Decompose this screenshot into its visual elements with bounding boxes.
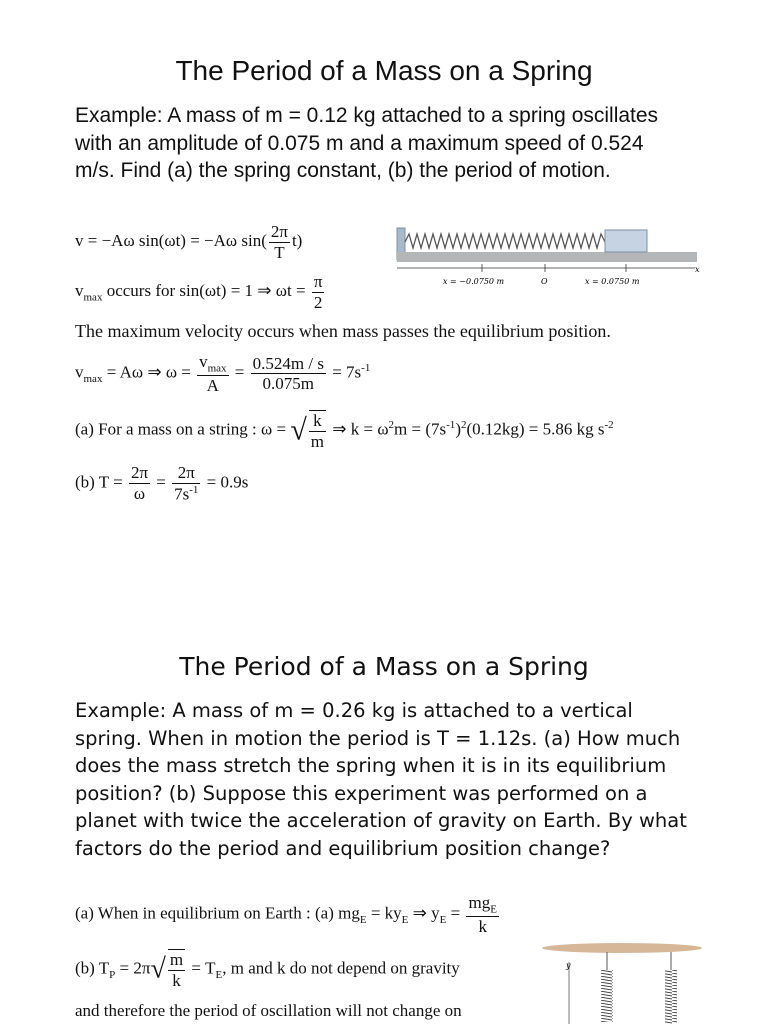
eq5-numerator: k	[309, 411, 326, 432]
horizontal-spring-figure	[395, 222, 705, 294]
s2eq2-right2: , m and k do not depend on gravity	[222, 958, 460, 978]
s2eq2-mid: = 2π	[115, 958, 151, 978]
sqrt-sign-icon: √	[290, 413, 307, 447]
eq1-denominator: T	[274, 242, 285, 262]
slide1-eq-period	[75, 463, 248, 504]
s2eq1-num-text: mg	[468, 893, 491, 912]
slide2-title: The Period of a Mass on a Spring	[179, 652, 589, 681]
eq5-right4: (0.12kg) = 5.86 kg s	[466, 419, 605, 439]
eq6-f1-denominator: ω	[133, 483, 146, 503]
eq4-v: v	[75, 362, 84, 382]
eq5-sup3: -1	[446, 418, 456, 431]
eq5-right3: )	[455, 419, 461, 439]
eq5-right2: m = (7s	[394, 419, 447, 439]
s2eq2-sub2: E	[215, 968, 223, 981]
eq2-sub: max	[83, 291, 103, 304]
eq2-fraction	[312, 272, 325, 312]
eq1-right: t)	[291, 230, 303, 250]
s2eq1-left: (a) When in equilibrium on Earth : (a) mg	[75, 903, 360, 923]
s2eq2-fraction	[168, 949, 185, 990]
s2eq1-fraction	[466, 893, 498, 937]
slide1-eq-vmax-condition	[75, 272, 326, 312]
s2eq1-sub3: E	[439, 914, 447, 927]
slide1-title: The Period of a Mass on a Spring	[175, 55, 593, 86]
eq5-denominator: m	[310, 431, 325, 451]
eq4-f1-num-v: v	[199, 352, 208, 371]
eq4-result-sup: -1	[361, 362, 371, 375]
slide1-eq-spring-constant	[75, 410, 614, 451]
sqrt-sign-icon: √	[150, 953, 166, 985]
eq5-right: ⇒ k = ω	[328, 419, 389, 439]
slide2-example-text: Example: A mass of m = 0.26 kg is attached to a vertical spring. When in motion the period is T = 1.12s. (a) How much does the mass stretch the spring when it is in its equilibrium position? (b) Suppose this experiment was performed on a planet with twice the acceleration of gravity on Earth. By what factors do the period and equilibrium position change?	[75, 699, 687, 860]
eq6-f1-numerator: 2π	[130, 463, 149, 483]
eq5-fraction	[309, 410, 326, 451]
eq6-f2-denominator	[172, 484, 200, 504]
eq5-sup5: -2	[604, 418, 614, 431]
s2eq2-right: = T	[187, 958, 216, 978]
eq6-result: = 0.9s	[202, 472, 249, 492]
s2eq2-sqrt	[150, 949, 187, 990]
s2eq1-sub2: E	[401, 914, 409, 927]
s2eq1-denominator: k	[478, 917, 487, 937]
eq2-v: v	[75, 280, 84, 300]
eq4-result: = 7s	[327, 362, 362, 382]
spring1-coil	[601, 970, 613, 1022]
eq6-fraction2	[172, 463, 200, 504]
eq5-sup4: 2	[460, 418, 467, 431]
eq4-mid: = Aω ⇒ ω =	[102, 362, 196, 382]
eq4-fraction2	[251, 354, 326, 394]
eq6-fraction1	[129, 463, 150, 503]
slide1-eq-velocity	[75, 222, 302, 262]
eq6-f2-den-text: 7s	[174, 484, 190, 504]
slide1-eq-statement: The maximum velocity occurs when mass passes the equilibrium position.	[75, 321, 611, 341]
eq6-f2-den-sup: -1	[189, 483, 199, 496]
eq4-f2-numerator: 0.524m / s	[252, 353, 324, 373]
eq4-equals: =	[230, 362, 249, 382]
spring-table	[397, 252, 697, 262]
eq2-numerator: π	[313, 272, 323, 291]
eq4-f2-denominator: 0.075m	[262, 374, 315, 394]
eq5-sup2: 2	[388, 418, 395, 431]
eq4-f1-denominator: A	[206, 376, 219, 396]
eq6-equals: =	[152, 472, 171, 492]
fig-y-axis-label: y	[566, 961, 571, 970]
spring2-coil	[665, 970, 677, 1024]
fig-label-center: O	[541, 277, 548, 286]
eq4-sub: max	[83, 373, 103, 386]
eq2-denominator: 2	[313, 292, 323, 312]
eq2-text: occurs for sin(ωt) = 1 ⇒ ωt =	[102, 280, 310, 300]
eq5-left: (a) For a mass on a string : ω =	[75, 419, 291, 439]
eq4-fraction1	[197, 352, 228, 396]
slide1-example-text: Example: A mass of m = 0.12 kg attached to a spring oscillates with an amplitude of 0.075 m and a maximum speed of 0.524 m/s. Find (a) the spring constant, (b) the period of motion.	[75, 104, 659, 182]
fig-axis-label: x	[695, 265, 700, 274]
eq1-fraction	[269, 222, 290, 262]
fig-label-left: x = −0.0750 m	[443, 277, 505, 286]
slide2-eq-equilibrium	[75, 893, 501, 937]
ceiling-plate	[542, 943, 702, 953]
eq1-numerator: 2π	[270, 222, 288, 241]
eq4-f1-num-sub: max	[207, 362, 227, 375]
spring-coil	[405, 234, 605, 248]
slide1-eq-omega	[75, 352, 370, 396]
eq4-f1-numerator	[197, 352, 228, 376]
eq5-sqrt	[290, 410, 328, 451]
s2eq2-numerator: m	[169, 950, 184, 969]
s2eq2-sub1: P	[109, 968, 116, 981]
s2eq1-sub1: E	[359, 914, 367, 927]
mass-block	[605, 230, 647, 252]
s2eq2-left: (b) T	[75, 958, 110, 978]
eq1-left: v = −Aω sin(ωt) = −Aω sin(	[75, 230, 267, 250]
s2eq1-mid2: ⇒ y	[408, 903, 440, 923]
eq6-left: (b) T =	[75, 472, 127, 492]
fig-label-right: x = 0.0750 m	[585, 277, 640, 286]
s2eq1-equals: =	[446, 903, 465, 923]
eq6-f2-numerator: 2π	[172, 463, 200, 484]
slide2-eq-period	[75, 949, 460, 990]
s2eq1-numerator	[466, 893, 498, 917]
s2eq1-mid: = ky	[366, 903, 402, 923]
s2eq1-num-sub: E	[490, 903, 497, 916]
s2eq2-denominator: k	[172, 970, 181, 990]
slide2-eq-statement: and therefore the period of oscillation will not change on	[75, 1001, 462, 1020]
vertical-spring-figure	[540, 940, 705, 1024]
